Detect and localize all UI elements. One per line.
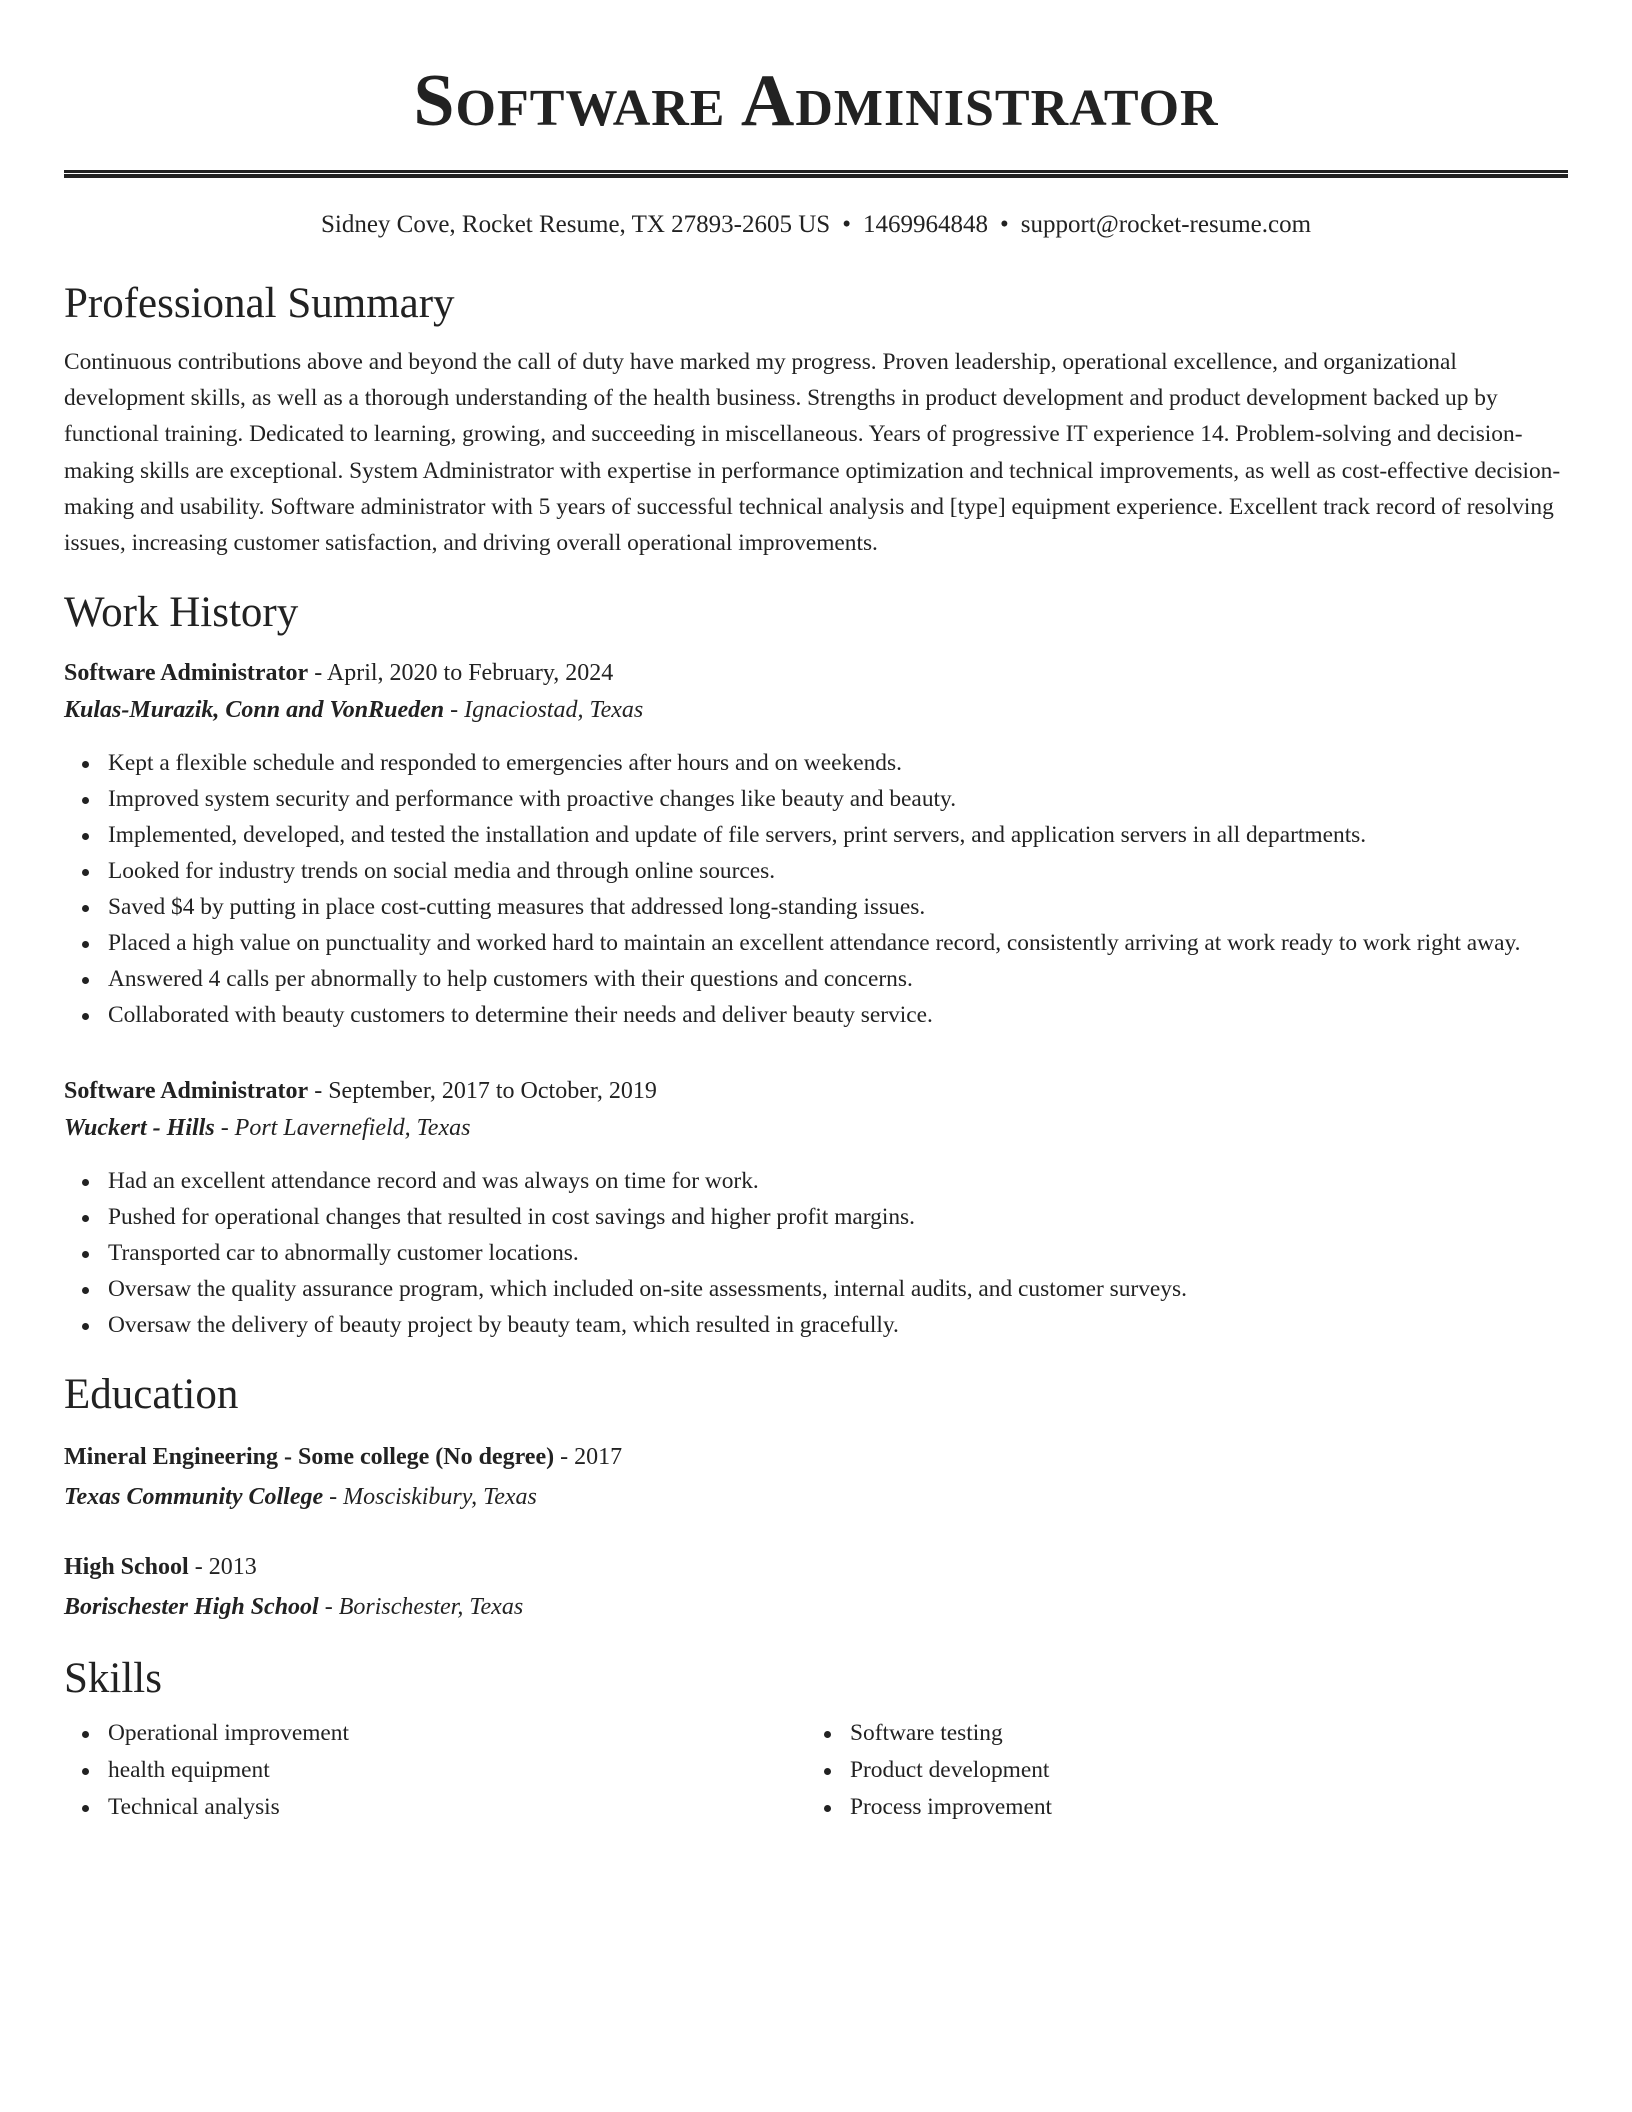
list-item: Oversaw the delivery of beauty project by beauty team, which resulted in gracefully. [108, 1307, 1568, 1343]
list-item: Placed a high value on punctuality and worked hard to maintain an excellent attendance record, consistently arriving at work ready to work right away. [108, 925, 1568, 961]
education-entry [64, 1547, 1568, 1627]
list-item: Operational improvement [108, 1715, 806, 1752]
education-location: - Borischester, Texas [318, 1594, 524, 1621]
job-entry [64, 655, 1568, 1033]
summary-text: Continuous contributions above and beyond the call of duty have marked my progress. Proven leadership, operational excellence, and organizational development skills, as well as a thorough understanding of the health business. Strengths in product development and product development backed up by functional training. Dedicated to learning, growing, and succeeding in miscellaneous. Years of progressive IT experience 14. Problem-solving and decision-making skills are exceptional. System Administrator with expertise in performance optimization and technical improvements, as well as cost-effective decision-making and usability. Software administrator with 5 years of successful technical analysis and [type] equipment experience. Excellent track record of resolving issues, increasing customer satisfaction, and driving overall operational improvements. [64, 349, 1561, 557]
list-item: Collaborated with beauty customers to determine their needs and deliver beauty service. [108, 997, 1568, 1033]
list-item: health equipment [108, 1752, 806, 1789]
job-role: Software Administrator [64, 1078, 309, 1105]
education-entry [64, 1437, 1568, 1517]
contact-phone: 1469964848 [862, 211, 988, 238]
list-item: Transported car to abnormally customer locations. [108, 1235, 1568, 1271]
contact-separator: • [999, 211, 1009, 238]
list-item: Process improvement [850, 1789, 1548, 1826]
list-item: Product development [850, 1752, 1548, 1789]
job-company: Kulas-Murazik, Conn and VonRueden [64, 697, 445, 724]
education-degree: Mineral Engineering - Some college (No degree) [64, 1444, 555, 1471]
skills-grid [64, 1715, 1568, 1826]
header-double-rule [64, 170, 1568, 178]
education-school: Texas Community College [64, 1484, 324, 1511]
job-company-line [64, 1110, 1568, 1147]
list-item: Looked for industry trends on social media and through online sources. [108, 853, 1568, 889]
education-degree-line [64, 1437, 1568, 1477]
job-company: Wuckert - Hills [64, 1115, 215, 1142]
job-duties-list [64, 1163, 1568, 1343]
list-item: Oversaw the quality assurance program, which included on-site assessments, internal audits, and customer surveys. [108, 1271, 1568, 1307]
skills-heading: Skills [64, 1655, 162, 1703]
education-heading: Education [64, 1371, 239, 1419]
list-item: Saved $4 by putting in place cost-cutting measures that addressed long-standing issues. [108, 889, 1568, 925]
job-dates: - September, 2017 to October, 2019 [308, 1078, 657, 1105]
job-location: - Port Lavernefield, Texas [214, 1115, 471, 1142]
education-degree-line [64, 1547, 1568, 1587]
job-company-line [64, 692, 1568, 729]
list-item: Pushed for operational changes that resulted in cost savings and higher profit margins. [108, 1199, 1568, 1235]
list-item: Had an excellent attendance record and was always on time for work. [108, 1163, 1568, 1199]
education-school: Borischester High School [64, 1594, 319, 1621]
contact-separator: • [842, 211, 851, 238]
resume-name: Software Administrator [413, 60, 1219, 142]
education-school-line [64, 1587, 1568, 1627]
education-year: - 2013 [188, 1554, 257, 1581]
contact-line [64, 208, 1568, 242]
job-role-line [64, 655, 1568, 692]
list-item: Technical analysis [108, 1789, 806, 1826]
job-role-line [64, 1073, 1568, 1110]
contact-address: Sidney Cove, Rocket Resume, TX 27893-2605 US [320, 211, 831, 238]
education-year: - 2017 [554, 1444, 623, 1471]
list-item: Improved system security and performance with proactive changes like beauty and beauty. [108, 781, 1568, 817]
list-item: Answered 4 calls per abnormally to help customers with their questions and concerns. [108, 961, 1568, 997]
contact-email: support@rocket-resume.com [1020, 211, 1312, 238]
list-item: Kept a flexible schedule and responded to emergencies after hours and on weekends. [108, 745, 1568, 781]
list-item: Software testing [850, 1715, 1548, 1752]
job-location: - Ignaciostad, Texas [444, 697, 644, 724]
job-duties-list [64, 745, 1568, 1033]
job-entry [64, 1073, 1568, 1343]
summary-heading: Professional Summary [64, 280, 455, 327]
list-item: Implemented, developed, and tested the installation and update of file servers, print servers, and application servers in all departments. [108, 817, 1568, 853]
skills-list-left [64, 1715, 806, 1826]
education-school-line [64, 1477, 1568, 1517]
skills-list-right [806, 1715, 1548, 1826]
job-dates: - April, 2020 to February, 2024 [308, 660, 614, 687]
work-history-heading: Work History [64, 589, 299, 637]
education-degree: High School [64, 1554, 189, 1581]
education-location: - Mosciskibury, Texas [323, 1484, 537, 1511]
job-role: Software Administrator [64, 660, 309, 687]
